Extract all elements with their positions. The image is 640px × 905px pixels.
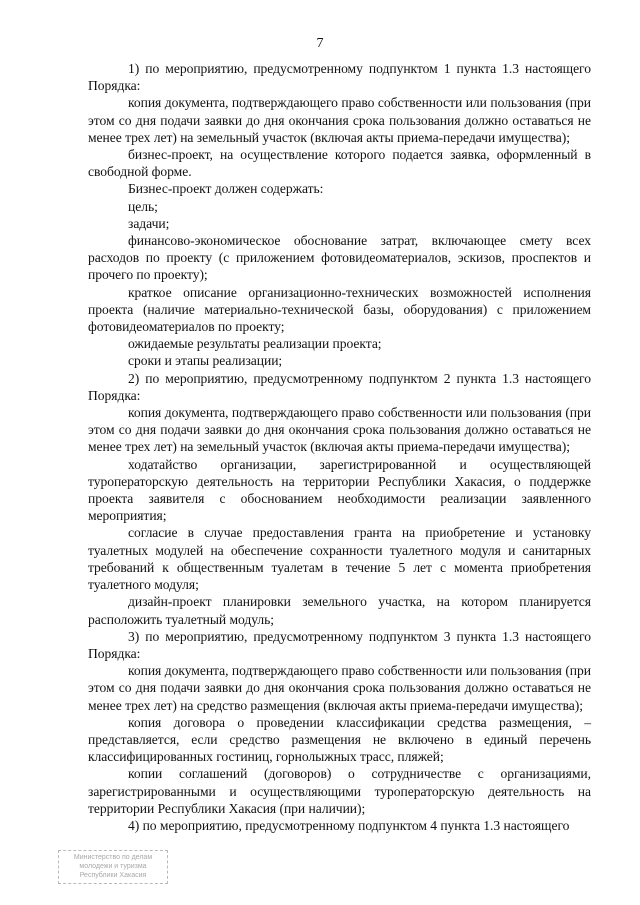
stamp-line: Республики Хакасия — [79, 872, 147, 879]
paragraph: 2) по мероприятию, предусмотренному подпунктом 2 пункта 1.3 настоящего Порядка: — [88, 370, 591, 403]
paragraph: бизнес-проект, на осуществление которого подается заявка, оформленный в свободной форме. — [88, 147, 591, 180]
stamp-line: Министерство по делам — [73, 854, 153, 861]
paragraph: копии соглашений (договоров) о сотрудничестве с организациями, зарегистрированными и осуществляющими туроператорскую деятельность на территории Республики Хакасия (при наличии); — [88, 766, 591, 816]
paragraph: 3) по мероприятию, предусмотренному подпунктом 3 пункта 1.3 настоящего Порядка: — [88, 628, 591, 661]
paragraph: Бизнес-проект должен содержать: — [128, 181, 324, 197]
paragraph: ожидаемые результаты реализации проекта; — [128, 336, 382, 352]
paragraph: 4) по мероприятию, предусмотренному подпунктом 4 пункта 1.3 настоящего — [128, 817, 570, 833]
paragraph: ходатайство организации, зарегистрированной и осуществляющей туроператорскую деятельность на территории Республики Хакасия, о поддержке проекта заявителя с обоснованием необходимости реализации заявленного мероприятия; — [88, 456, 591, 524]
paragraph: копия документа, подтверждающего право собственности или пользования (при этом со дня подачи заявки до дня окончания срока пользования должно оставаться не менее трех лет) на земельный участок (включая акты приема-передачи имущества); — [88, 95, 591, 145]
paragraph: сроки и этапы реализации; — [128, 353, 283, 369]
registration-stamp — [58, 850, 168, 884]
document-body — [88, 60, 591, 834]
paragraph: краткое описание организационно-технических возможностей исполнения проекта (наличие материально-технической базы, оборудования) с приложением фотовидеоматериалов по проекту; — [88, 284, 591, 335]
paragraph: задачи; — [128, 215, 170, 231]
paragraph: дизайн-проект планировки земельного участка, на котором планируется расположить туалетный модуль; — [88, 594, 591, 627]
paragraph: финансово-экономическое обоснование затрат, включающее смету всех расходов по проекту (с приложением фотовидеоматериалов, эскизов, проспектов и прочего по проекту); — [88, 233, 591, 283]
paragraph: копия договора о проведении классификации средства размещения, – представляется, если средство размещения не включено в единый перечень классифицированных гостиниц, горнолыжных трасс, пляжей; — [88, 714, 591, 765]
paragraph: копия документа, подтверждающего право собственности или пользования (при этом со дня подачи заявки до дня окончания срока пользования должно оставаться не менее трех лет) на земельный участок (включая акты приема-передачи имущества); — [88, 405, 591, 455]
paragraph: 1) по мероприятию, предусмотренному подпунктом 1 пункта 1.3 настоящего Порядка: — [88, 61, 591, 94]
page-number: 7 — [316, 36, 324, 51]
paragraph: согласие в случае предоставления гранта на приобретение и установку туалетных модулей на обеспечение сохранности туалетного модуля и санитарных требований к общественным туалетам в течение 5 лет с момента приобретения туалетного модуля; — [88, 525, 591, 593]
stamp-line: молодежи и туризма — [79, 863, 147, 870]
paragraph: копия документа, подтверждающего право собственности или пользования (при этом со дня подачи заявки до дня окончания срока пользования должно оставаться не менее трех лет) на средство размещения (включая акты приема-передачи имущества); — [88, 663, 591, 713]
paragraph: цель; — [128, 198, 158, 214]
